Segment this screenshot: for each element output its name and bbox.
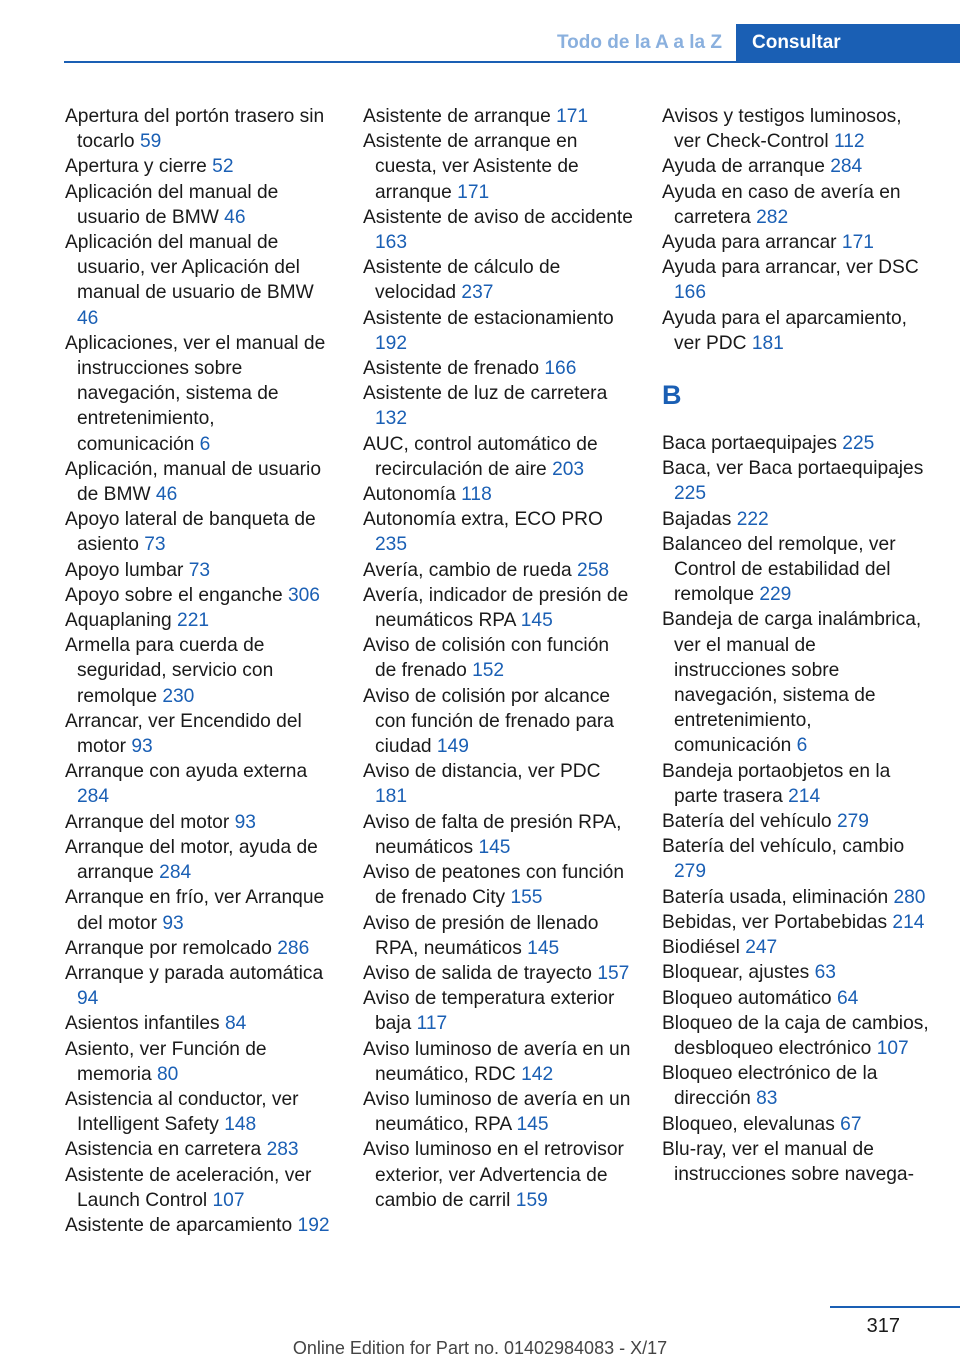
page-link[interactable]: 157 bbox=[597, 962, 630, 984]
entry-label: Aviso de colisión con función de frenado bbox=[363, 635, 610, 682]
page-link[interactable]: 181 bbox=[375, 786, 408, 808]
index-entry bbox=[65, 180, 337, 230]
index-entry bbox=[363, 860, 635, 910]
entry-label: Apoyo lateral de banqueta de asiento bbox=[65, 509, 316, 556]
page-link[interactable]: 235 bbox=[375, 534, 408, 556]
page-link[interactable]: 63 bbox=[814, 962, 836, 984]
index-entry bbox=[65, 104, 337, 154]
index-entry bbox=[65, 709, 337, 759]
index-entry bbox=[363, 684, 635, 760]
entry-label: Bloqueo electrónico de la dirección bbox=[662, 1063, 878, 1110]
page-link[interactable]: 73 bbox=[144, 534, 166, 556]
page-link[interactable]: 83 bbox=[756, 1088, 778, 1110]
entry-label: Baca portaequipajes bbox=[662, 433, 837, 455]
entry-label: Autonomía extra, ECO PRO bbox=[363, 509, 603, 531]
index-entry bbox=[662, 180, 932, 230]
page-link[interactable]: 46 bbox=[224, 206, 246, 228]
index-entry bbox=[662, 1137, 932, 1187]
entry-label: Bloqueo, elevalunas bbox=[662, 1113, 835, 1135]
page-link[interactable]: 149 bbox=[436, 736, 469, 758]
index-entry bbox=[662, 532, 932, 608]
entry-label: Asistente de arranque en cuesta, ver Asistente de arranque bbox=[363, 131, 579, 203]
entry-label: Ayuda para arrancar bbox=[662, 232, 837, 254]
footer-rule bbox=[830, 1306, 960, 1308]
index-entry bbox=[662, 960, 932, 985]
entry-label: Armella para cuerda de seguridad, servicio con remolque bbox=[65, 635, 274, 707]
index-entry bbox=[65, 936, 337, 961]
index-entry bbox=[65, 457, 337, 507]
edition-footer: Online Edition for Part no. 01402984083 - X/17 bbox=[292, 1338, 668, 1358]
index-entry bbox=[65, 1011, 337, 1036]
index-entry bbox=[662, 104, 932, 154]
index-entry bbox=[363, 810, 635, 860]
entry-label: Autonomía bbox=[363, 484, 456, 506]
index-entry bbox=[363, 558, 635, 583]
index-entry bbox=[65, 608, 337, 633]
index-entry bbox=[363, 104, 635, 129]
page-link[interactable]: 59 bbox=[139, 131, 162, 153]
page-link[interactable]: 171 bbox=[457, 181, 490, 203]
page-link[interactable]: 286 bbox=[277, 937, 310, 959]
index-entry bbox=[363, 306, 635, 356]
page-link[interactable]: 93 bbox=[131, 736, 153, 758]
page-link[interactable]: 181 bbox=[751, 332, 784, 354]
entry-label: Ayuda para arrancar, ver DSC bbox=[662, 257, 919, 279]
index-entry bbox=[363, 129, 635, 205]
entry-label: Aviso de salida de trayecto bbox=[363, 962, 592, 984]
entry-label: Aviso de temperatura exterior baja bbox=[363, 988, 615, 1035]
page-link[interactable]: 166 bbox=[674, 282, 707, 304]
entry-label: Asistente de frenado bbox=[363, 358, 540, 380]
index-entry bbox=[363, 381, 635, 431]
page-link[interactable]: 282 bbox=[756, 206, 789, 228]
entry-label: Avisos y testigos luminosos, ver Check-Control bbox=[662, 106, 902, 153]
index-entry bbox=[363, 432, 635, 482]
page-link[interactable]: 171 bbox=[556, 106, 589, 127]
page-link[interactable]: 229 bbox=[759, 584, 792, 606]
index-entry bbox=[662, 230, 932, 255]
page-link[interactable]: 237 bbox=[461, 282, 494, 304]
page-link[interactable]: 225 bbox=[674, 483, 707, 505]
entry-label: Bebidas, ver Portabebidas bbox=[662, 911, 888, 933]
entry-label: Ayuda para el aparcamiento, ver PDC bbox=[662, 307, 907, 354]
index-entry bbox=[65, 507, 337, 557]
entry-label: Batería del vehículo, cambio bbox=[662, 836, 905, 858]
page-link[interactable]: 159 bbox=[515, 1189, 548, 1211]
index-entry bbox=[662, 1011, 932, 1061]
index-entry bbox=[363, 583, 635, 633]
index-entry bbox=[65, 230, 337, 331]
page-link[interactable]: 247 bbox=[745, 937, 778, 959]
page-link[interactable]: 93 bbox=[234, 811, 256, 833]
index-entry bbox=[662, 910, 932, 935]
index-entry bbox=[65, 583, 337, 608]
entry-label: AUC, control automático de recirculación de aire bbox=[363, 433, 598, 480]
page-link[interactable]: 225 bbox=[842, 433, 875, 455]
entry-label: Aplicación, manual de usuario de BMW bbox=[65, 458, 321, 506]
entry-label: Arranque por remolcado bbox=[65, 937, 272, 959]
index-entry bbox=[363, 1037, 635, 1087]
page-link[interactable]: 279 bbox=[836, 811, 869, 833]
page-link[interactable]: 112 bbox=[833, 131, 865, 153]
page-link[interactable]: 94 bbox=[77, 988, 99, 1010]
entry-label: Baca, ver Baca portaequipajes bbox=[662, 458, 924, 480]
page-link[interactable]: 80 bbox=[156, 1063, 179, 1085]
entry-label: Batería usada, eliminación bbox=[662, 886, 889, 908]
index-entry bbox=[65, 885, 337, 935]
entry-label: Aplicaciones, ver el manual de instrucciones sobre navegación, sistema de entretenimiento, comunicación bbox=[65, 332, 326, 455]
index-entry bbox=[662, 885, 932, 910]
page-link[interactable]: 279 bbox=[674, 861, 707, 883]
page-link[interactable]: 152 bbox=[472, 660, 505, 682]
entry-label: Bajadas bbox=[662, 508, 732, 530]
entry-label: Asistente de aceleración, ver Launch Control bbox=[65, 1164, 312, 1211]
index-entry bbox=[662, 759, 932, 809]
page-link[interactable]: 284 bbox=[159, 862, 192, 884]
index-entry bbox=[65, 835, 337, 885]
page-link[interactable]: 145 bbox=[516, 1114, 549, 1136]
entry-label: Arranque y parada automática bbox=[65, 962, 324, 984]
index-entry bbox=[662, 986, 932, 1011]
index-entry bbox=[662, 1112, 932, 1137]
entry-label: Asistente de aviso de accidente bbox=[363, 206, 633, 228]
entry-label: Asistente de cálculo de velocidad bbox=[363, 257, 561, 304]
entry-label: Aviso luminoso en el retrovisor exterior, ver Advertencia de cambio de carril bbox=[363, 1139, 624, 1211]
page-link[interactable]: 145 bbox=[478, 836, 511, 858]
index-entry bbox=[65, 759, 337, 809]
entry-label: Apoyo lumbar bbox=[65, 559, 184, 581]
page-link[interactable]: 163 bbox=[375, 232, 408, 254]
index-entry bbox=[65, 1037, 337, 1087]
page-link[interactable]: 306 bbox=[287, 584, 320, 606]
entry-label: Biodiésel bbox=[662, 937, 740, 959]
entry-label: Aviso de falta de presión RPA, neumáticos bbox=[363, 811, 622, 858]
entry-label: Ayuda de arranque bbox=[662, 156, 825, 178]
index-entry bbox=[363, 961, 635, 986]
index-entry bbox=[363, 986, 635, 1036]
entry-label: Arranque del motor bbox=[65, 811, 230, 833]
index-entry bbox=[662, 834, 932, 884]
page-link[interactable]: 284 bbox=[77, 786, 110, 808]
entry-label: Arranque en frío, ver Arranque del motor bbox=[65, 887, 325, 934]
page-link[interactable]: 6 bbox=[199, 433, 211, 455]
entry-label: Aviso de colisión por alcance con función de frenado para ciudad bbox=[363, 685, 614, 758]
index-entry bbox=[662, 431, 932, 456]
entry-label: Asistente de luz de carretera bbox=[363, 383, 608, 405]
index-entry bbox=[363, 1087, 635, 1137]
page-link[interactable]: 203 bbox=[552, 458, 585, 480]
entry-label: Arranque del motor, ayuda de arranque bbox=[65, 836, 318, 884]
entry-label: Asistencia al conductor, ver Intelligent Safety bbox=[65, 1088, 299, 1136]
entry-label: Arrancar, ver Encendido del motor bbox=[65, 710, 302, 758]
index-entry bbox=[662, 935, 932, 960]
index-entry bbox=[65, 331, 337, 457]
entry-label: Bloquear, ajustes bbox=[662, 962, 810, 984]
page-link[interactable]: 6 bbox=[796, 735, 808, 757]
index-entry bbox=[662, 456, 932, 506]
entry-label: Bloqueo de la caja de cambios, desbloqueo electrónico bbox=[662, 1012, 929, 1059]
index-entry bbox=[662, 154, 932, 179]
page-link[interactable]: 171 bbox=[841, 232, 874, 254]
page-link[interactable]: 284 bbox=[830, 156, 863, 178]
page-link[interactable]: 221 bbox=[177, 610, 210, 632]
header-tab-active[interactable]: Consultar bbox=[736, 24, 960, 62]
page-link[interactable]: 132 bbox=[375, 408, 408, 430]
page-link[interactable]: 118 bbox=[461, 484, 492, 506]
entry-label: Asistencia en carretera bbox=[65, 1139, 262, 1161]
page-link[interactable]: 93 bbox=[162, 912, 184, 934]
index-entry bbox=[65, 810, 337, 835]
entry-label: Ayuda en caso de avería en carretera bbox=[662, 181, 901, 228]
page-link[interactable]: 84 bbox=[225, 1013, 247, 1035]
entry-label: Apertura y cierre bbox=[65, 156, 207, 178]
page-header bbox=[0, 24, 960, 62]
index-entry bbox=[65, 1137, 337, 1162]
page-link[interactable]: 230 bbox=[162, 685, 195, 707]
index-entry bbox=[363, 205, 635, 255]
entry-label: Asistente de estacionamiento bbox=[363, 307, 614, 329]
page-link[interactable]: 280 bbox=[893, 886, 926, 908]
index-group-b bbox=[662, 431, 932, 1187]
page-link[interactable]: 192 bbox=[297, 1214, 330, 1236]
entry-label: Aplicación del manual de usuario de BMW bbox=[65, 181, 279, 228]
entry-label: Asistente de aparcamiento bbox=[65, 1214, 293, 1236]
page-link[interactable]: 107 bbox=[876, 1037, 909, 1059]
header-tab-section[interactable]: Todo de la A a la Z bbox=[556, 32, 722, 53]
page-link[interactable]: 145 bbox=[520, 610, 553, 632]
page-link[interactable]: 148 bbox=[224, 1114, 257, 1136]
index-entry bbox=[363, 356, 635, 381]
page-link[interactable]: 258 bbox=[577, 559, 610, 581]
entry-label: Batería del vehículo bbox=[662, 811, 832, 833]
index-entry bbox=[363, 759, 635, 809]
entry-label: Arranque con ayuda externa bbox=[65, 761, 308, 783]
page-link[interactable]: 46 bbox=[77, 307, 99, 329]
index-entry bbox=[662, 507, 932, 532]
entry-label: Bandeja de carga inalámbrica, ver el manual de instrucciones sobre navegación, sistema de entretenimiento, comunicación bbox=[662, 609, 922, 757]
page-link[interactable]: 192 bbox=[375, 332, 408, 354]
index-entry bbox=[65, 1213, 337, 1238]
page-link[interactable]: 107 bbox=[212, 1189, 245, 1211]
entry-label: Balanceo del remolque, ver Control de estabilidad del remolque bbox=[662, 533, 896, 606]
index-entry bbox=[363, 255, 635, 305]
index-entry bbox=[662, 255, 932, 305]
entry-label: Aviso de presión de llenado RPA, neumáticos bbox=[363, 912, 599, 959]
page-link[interactable]: 67 bbox=[840, 1113, 862, 1135]
entry-label: Asientos infantiles bbox=[65, 1013, 220, 1035]
page-link[interactable]: 222 bbox=[736, 508, 769, 530]
page-link[interactable]: 46 bbox=[155, 484, 178, 506]
index-entry bbox=[65, 1163, 337, 1213]
entry-label: Aquaplaning bbox=[65, 610, 172, 632]
index-entry bbox=[363, 1137, 635, 1213]
page-link[interactable]: 283 bbox=[266, 1139, 299, 1161]
entry-label: Avería, indicador de presión de neumáticos RPA bbox=[363, 584, 629, 632]
entry-label: Aviso luminoso de avería en un neumático, RDC bbox=[363, 1038, 631, 1085]
page-link[interactable]: 214 bbox=[892, 911, 925, 933]
entry-label: Aviso luminoso de avería en un neumático, RPA bbox=[363, 1088, 631, 1136]
page-link[interactable]: 142 bbox=[521, 1063, 554, 1085]
index-column-2 bbox=[363, 104, 635, 1213]
entry-label: Aviso de peatones con función de frenado City bbox=[363, 862, 624, 909]
index-entry bbox=[65, 633, 337, 709]
index-column-3 bbox=[662, 104, 932, 1187]
entry-label: Avería, cambio de rueda bbox=[363, 559, 572, 581]
entry-label: Bandeja portaobjetos en la parte trasera bbox=[662, 760, 891, 807]
page-link[interactable]: 155 bbox=[510, 887, 543, 909]
index-entry bbox=[662, 1061, 932, 1111]
page-link[interactable]: 166 bbox=[544, 358, 577, 380]
entry-label: Apertura del portón trasero sin tocarlo bbox=[65, 106, 325, 153]
index-group-a-end bbox=[662, 104, 932, 356]
page-link[interactable]: 52 bbox=[212, 156, 234, 178]
page-link[interactable]: 145 bbox=[527, 937, 560, 959]
entry-label: Blu-ray, ver el manual de instrucciones sobre navega- bbox=[662, 1138, 914, 1185]
page-link[interactable]: 214 bbox=[788, 785, 821, 807]
index-entry bbox=[65, 961, 337, 1011]
entry-label: Asiento, ver Función de memoria bbox=[65, 1038, 267, 1085]
page-number: 317 bbox=[866, 1315, 900, 1337]
entry-label: Apoyo sobre el enganche bbox=[65, 584, 283, 606]
index-entry bbox=[363, 507, 635, 557]
page-link[interactable]: 64 bbox=[836, 987, 859, 1009]
entry-label: Asistente de arranque bbox=[363, 106, 551, 127]
index-entry bbox=[65, 154, 337, 179]
index-entry bbox=[363, 911, 635, 961]
entry-label: Aplicación del manual de usuario, ver Aplicación del manual de usuario de BMW bbox=[65, 232, 314, 304]
index-entry bbox=[65, 558, 337, 583]
page-link[interactable]: 117 bbox=[416, 1013, 448, 1035]
index-column-1 bbox=[65, 104, 337, 1238]
index-entry bbox=[662, 306, 932, 356]
index-entry bbox=[363, 633, 635, 683]
index-entry bbox=[65, 1087, 337, 1137]
entry-label: Bloqueo automático bbox=[662, 987, 832, 1009]
header-rule bbox=[64, 61, 960, 63]
index-entry bbox=[363, 482, 635, 507]
index-entry bbox=[662, 607, 932, 758]
page-link[interactable]: 73 bbox=[188, 559, 211, 581]
section-letter: B bbox=[662, 380, 682, 411]
index-entry bbox=[662, 809, 932, 834]
entry-label: Aviso de distancia, ver PDC bbox=[363, 761, 601, 783]
